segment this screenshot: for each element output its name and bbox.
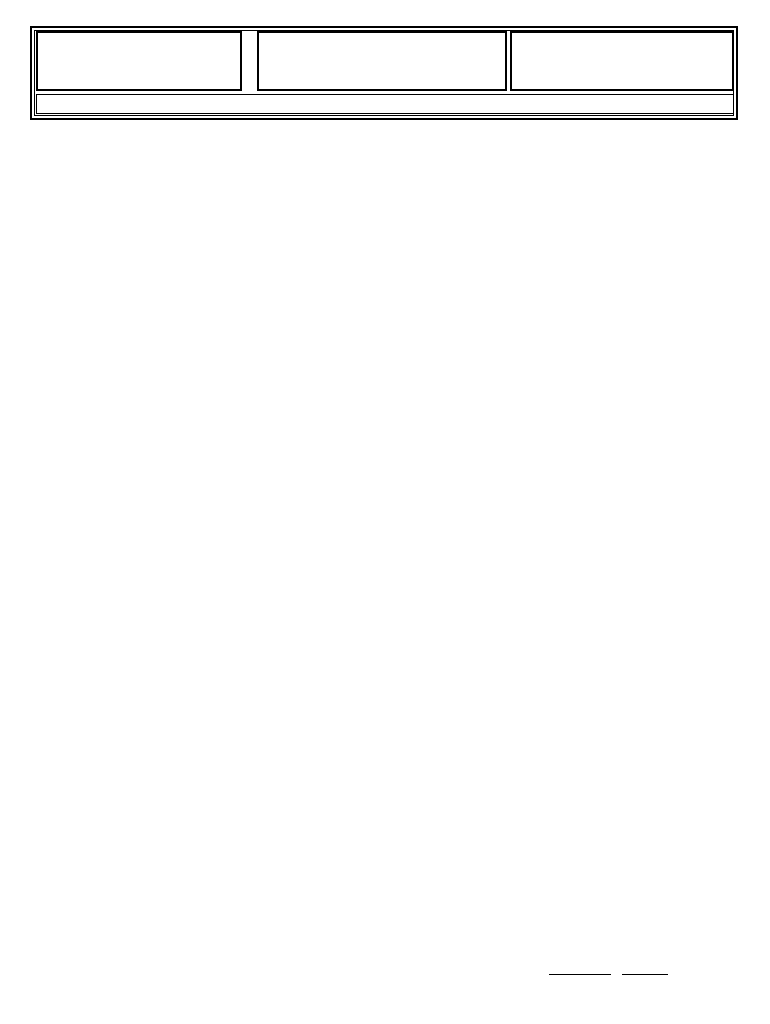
posted-date-blank [549, 964, 611, 975]
posted-line [549, 964, 668, 978]
location-box [510, 31, 734, 91]
agenda-item-facilities [40, 174, 740, 191]
posted-initials-blank [622, 964, 668, 975]
committee-box [257, 31, 507, 91]
agenda-list [40, 153, 740, 199]
notice-box [36, 31, 242, 91]
agenda-item-parks [40, 153, 740, 170]
oversight-box [36, 94, 734, 114]
